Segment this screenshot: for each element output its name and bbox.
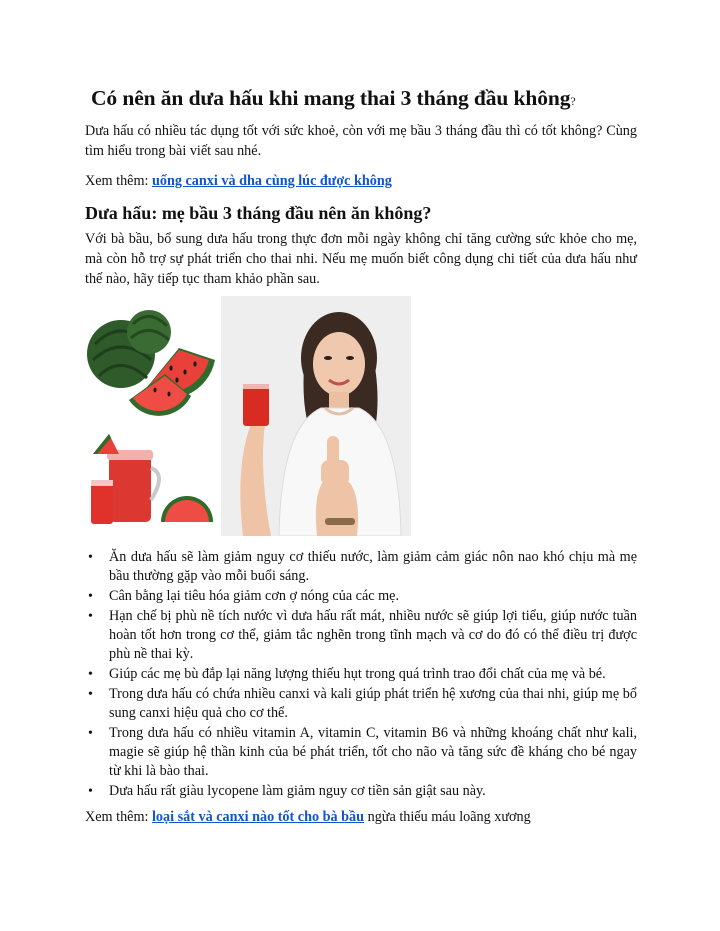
list-item: • Trong dưa hấu có nhiều vitamin A, vitamin C, vitamin B6 và những khoáng chất như kali, magie sẽ giúp hệ thần kinh của bé phát triển, tốt cho não và tăng sức đề kháng cho bé ngay từ khi là bào thai. — [109, 724, 637, 781]
benefits-list — [85, 548, 637, 801]
woman-with-juice-image — [221, 296, 411, 536]
face — [313, 332, 365, 396]
section-paragraph: Với bà bầu, bổ sung dưa hấu trong thực đơn mỗi ngày không chỉ tăng cường sức khỏe cho mẹ, mà còn hỗ trợ sự phát triển cho thai nhi. Nếu mẹ muốn biết công dụng chi tiết của dưa hấu như thế nào, hãy tiếp tục tham khảo phần sau. — [85, 231, 637, 287]
thumbs-up-hand — [316, 482, 358, 536]
juice-glass — [91, 482, 113, 524]
see-also-line-2 — [85, 807, 637, 827]
see-also-link-2[interactable]: loại sắt và canxi nào tốt cho bà bầu — [151, 809, 365, 825]
list-item: • Cân bằng lại tiêu hóa giảm cơn ợ nóng của các mẹ. — [109, 587, 637, 606]
wristwatch — [325, 518, 355, 525]
list-item: • Hạn chế bị phù nề tích nước vì dưa hấu rất mát, nhiều nước sẽ giúp lợi tiểu, giúp nước tuần hoàn tốt hơn trong cơ thể, giảm tắc nghẽn trong tĩnh mạch và cơ do đó có thể điều trị được phù nề thai kỳ. — [109, 607, 637, 664]
list-item: • Giúp các mẹ bù đắp lại năng lượng thiếu hụt trong quá trình trao đổi chất của mẹ và bé. — [109, 665, 637, 684]
see-also-prefix: Xem thêm: — [85, 809, 152, 825]
list-item: • Dưa hấu rất giàu lycopene làm giảm nguy cơ tiền sản giật sau này. — [109, 782, 637, 801]
see-also-line-1 — [85, 171, 637, 191]
see-also-prefix: Xem thêm: — [85, 173, 152, 189]
intro-paragraph: Dưa hấu có nhiều tác dụng tốt với sức khoẻ, còn với mẹ bầu 3 tháng đầu thì có tốt không? Cùng tìm hiểu trong bài viết sau nhé. — [85, 123, 637, 159]
section-heading: Dưa hấu: mẹ bầu 3 tháng đầu nên ăn không? — [85, 203, 432, 223]
list-item: • Ăn dưa hấu sẽ làm giảm nguy cơ thiếu nước, làm giảm cảm giác nôn nao khó chịu mà mẹ bầu thường gặp vào mỗi buổi sáng. — [109, 548, 637, 586]
title-text: Có nên ăn dưa hấu khi mang thai 3 tháng đầu không — [91, 86, 571, 110]
image-row — [85, 296, 637, 536]
see-also-link-1[interactable]: uống canxi và dha cùng lúc được không — [151, 173, 392, 189]
juice-pitcher — [109, 456, 151, 522]
juice-glass-held — [243, 386, 269, 426]
title-question-mark: ? — [570, 94, 576, 108]
list-item: • Trong dưa hấu có chứa nhiều canxi và kali giúp phát triển hệ xương của thai nhi, giúp mẹ bổ sung canxi hiệu quả cho cơ thể. — [109, 685, 637, 723]
see-also-suffix: ngừa thiếu máu loãng xương — [364, 809, 531, 825]
page-title — [91, 84, 637, 115]
watermelon-collage-image — [85, 304, 219, 536]
document-page — [85, 84, 637, 827]
